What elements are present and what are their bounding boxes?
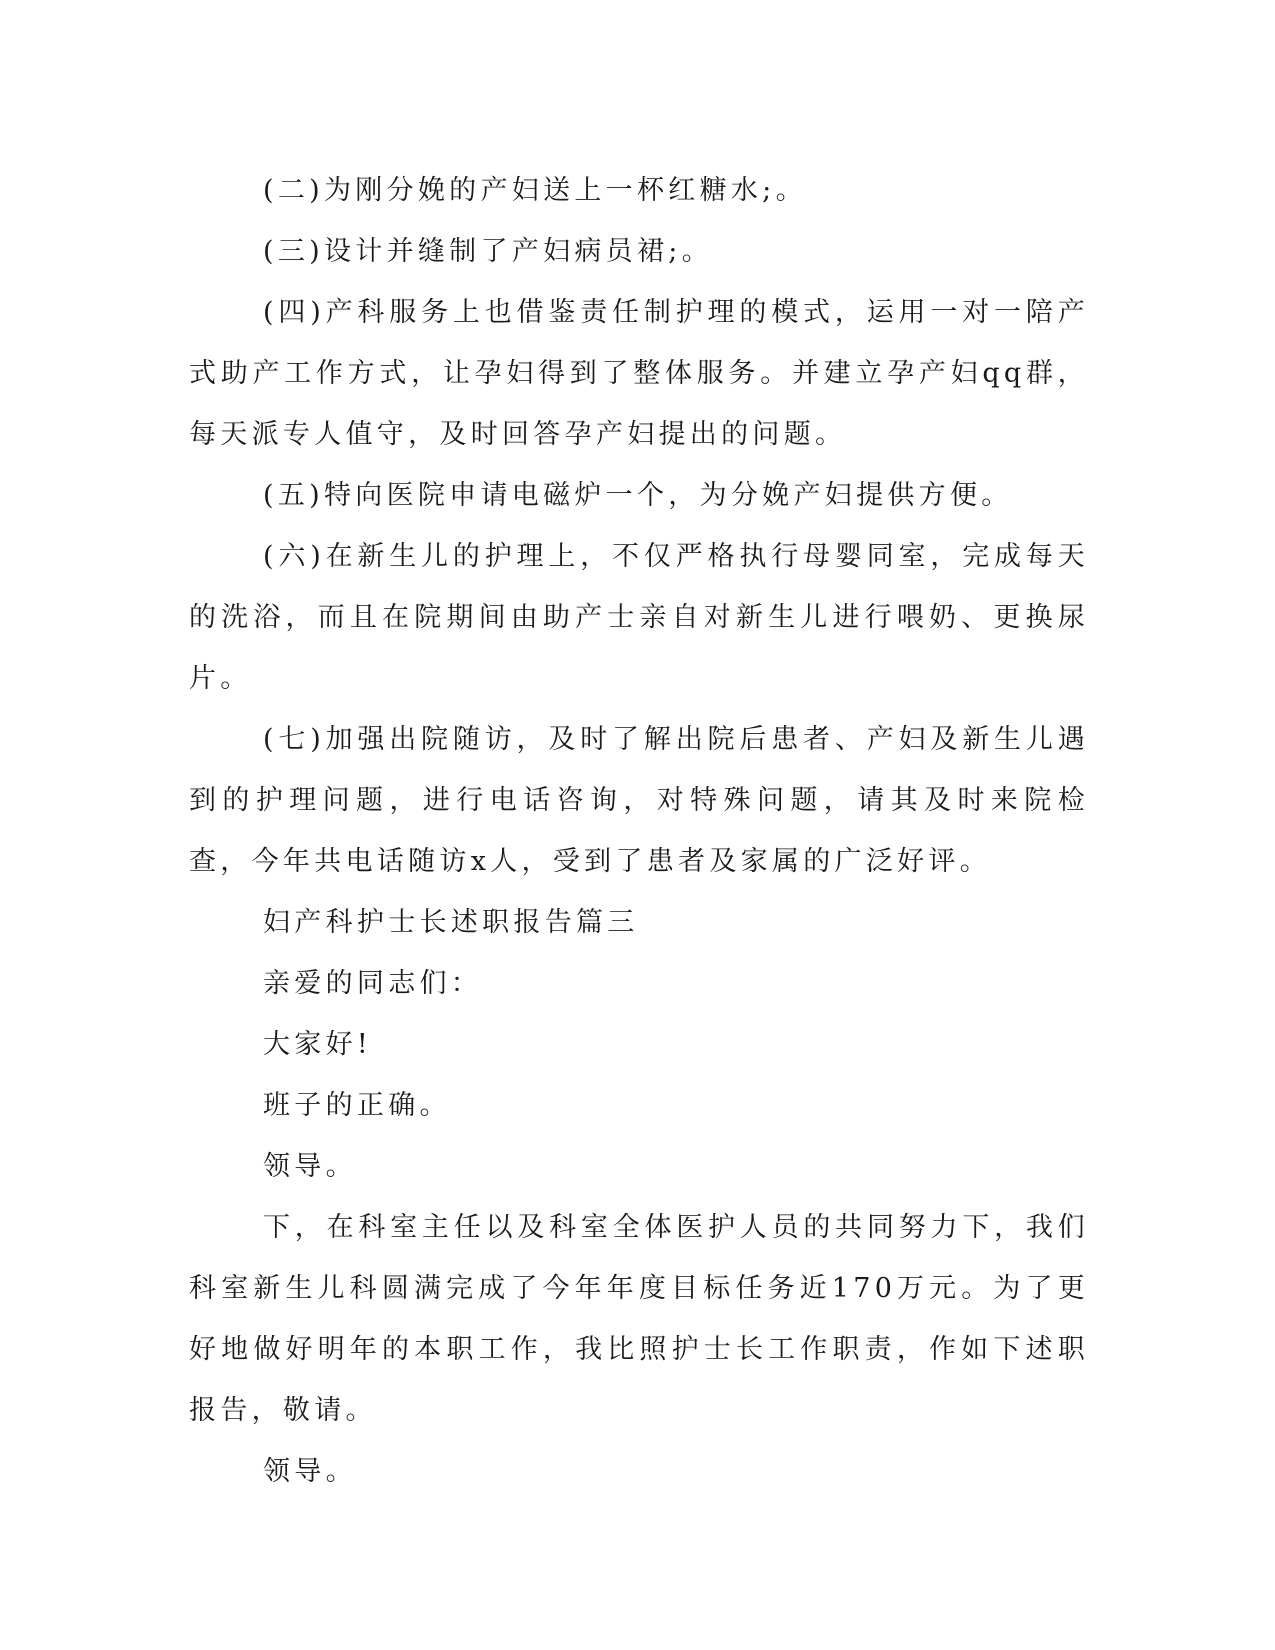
paragraph-item-3: (三)设计并缝制了产妇病员裙;。 — [263, 236, 713, 267]
paragraph-item-2: (二)为刚分娩的产妇送上一杯红糖水;。 — [263, 175, 807, 206]
paragraph-item-5: (五)特向医院申请电磁炉一个，为分娩产妇提供方便。 — [263, 480, 1013, 511]
salutation: 亲爱的同志们： — [263, 968, 483, 999]
paragraph-item-7: (七)加强出院随访，及时了解出院后患者、产妇及新生儿遇到的护理问题，进行电话咨询，对特殊问题，请其及时来院检查，今年共电话随访x人，受到了患者及家属的广泛好评。 — [189, 724, 1089, 877]
greeting: 大家好! — [263, 1029, 373, 1060]
paragraph-item-4: (四)产科服务上也借鉴责任制护理的模式，运用一对一陪产式助产工作方式，让孕妇得到了整体服务。并建立孕产妇qq群，每天派专人值守，及时回答孕产妇提出的问题。 — [189, 297, 1089, 450]
paragraph-fragment: 领导。 — [263, 1456, 357, 1487]
paragraph-item-6: (六)在新生儿的护理上，不仅严格执行母婴同室，完成每天的洗浴，而且在院期间由助产士亲自对新生儿进行喂奶、更换尿片。 — [189, 541, 1089, 694]
section-heading: 妇产科护士长述职报告篇三 — [263, 907, 639, 938]
paragraph-fragment: 领导。 — [263, 1151, 357, 1182]
paragraph-body: 下，在科室主任以及科室全体医护人员的共同努力下，我们科室新生儿科圆满完成了今年年度目标任务近170万元。为了更好地做好明年的本职工作，我比照护士长工作职责，作如下述职报告，敬请。 — [189, 1212, 1089, 1426]
paragraph-fragment: 班子的正确。 — [263, 1090, 451, 1121]
document-body — [189, 160, 1089, 1502]
